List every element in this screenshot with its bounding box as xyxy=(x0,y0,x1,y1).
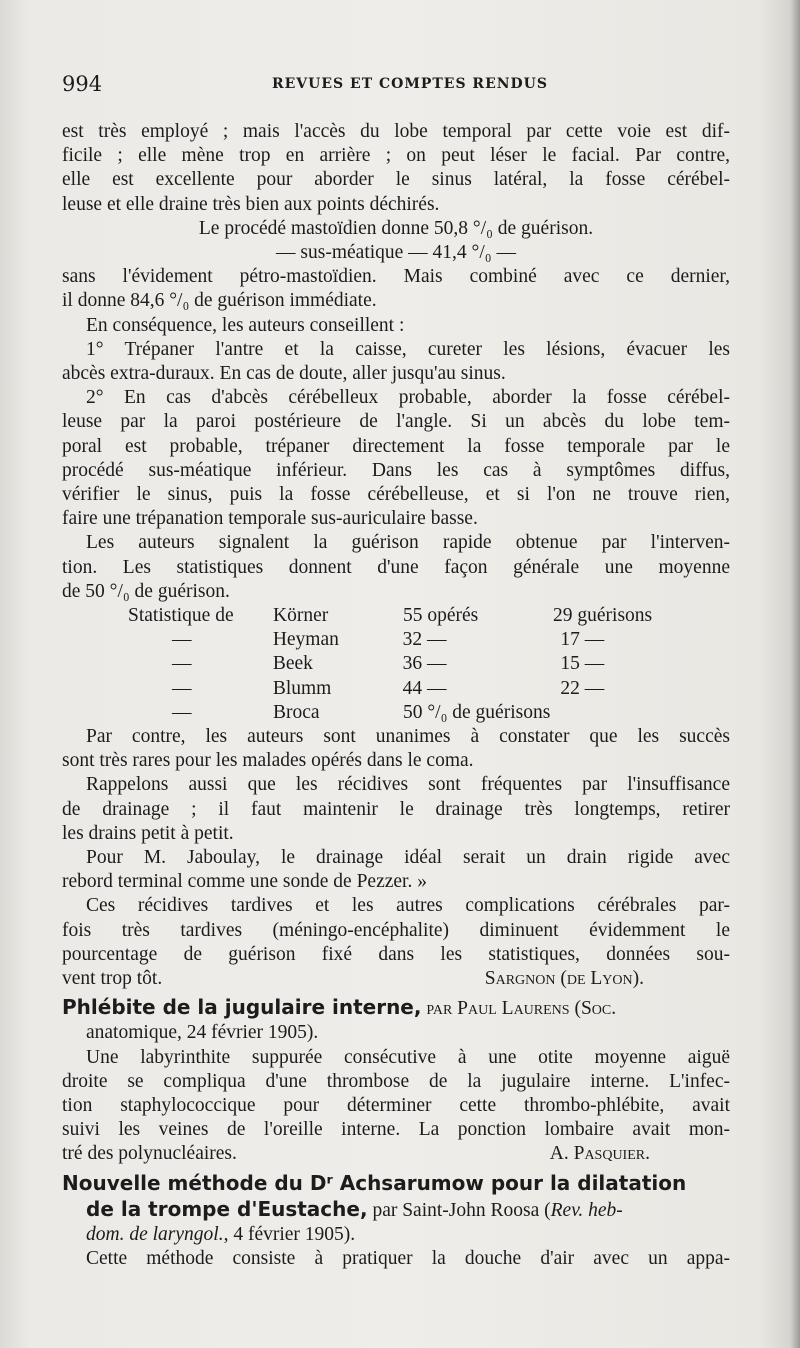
table-cell: Statistique de xyxy=(128,605,234,627)
table-cell: 15 — xyxy=(560,653,605,675)
text-line: rebord terminal comme une sonde de Pezzer. » xyxy=(62,871,427,893)
signature-line xyxy=(62,967,730,991)
article-author: par Saint-John Roosa ( xyxy=(367,1199,551,1221)
text-line: fois très tardives (méningo-encéphalite) diminuent évidemment le xyxy=(62,919,730,941)
text-line: vérifier le sinus, puis la fosse cérébelleuse, et si l'on ne trouve rien, xyxy=(62,484,730,506)
text-line: Les auteurs signalent la guérison rapide obtenue par l'interven- xyxy=(86,532,730,554)
author-signature: A. Pasquier. xyxy=(549,1143,650,1165)
text-line: ficile ; elle mène trop en arrière ; on peut léser le facial. Par contre, xyxy=(62,145,730,167)
article-phlebite xyxy=(62,995,730,1166)
text-line: pourcentage de guérison fixé dans les statistiques, données sou- xyxy=(62,943,730,965)
text-line: leuse et elle draine très bien aux points déchirés. xyxy=(62,193,440,215)
table-row xyxy=(128,652,730,676)
table-cell: 50 °/₀ de guérisons xyxy=(403,701,551,723)
paragraph xyxy=(62,773,730,846)
table-cell: — xyxy=(172,653,192,675)
text-line: sont très rares pour les malades opérés dans le coma. xyxy=(62,750,474,772)
table-row xyxy=(128,677,730,701)
page-spine-shadow xyxy=(790,0,800,1348)
table-cell: 29 guérisons xyxy=(553,605,653,627)
text-line: 1° Trépaner l'antre et la caisse, cureter les lésions, évacuer les xyxy=(86,338,730,360)
table-cell: — xyxy=(172,629,192,651)
table-cell: Beek xyxy=(272,653,313,675)
text-line: les drains petit à petit. xyxy=(62,822,234,844)
text-line: poral est probable, trépaner directement la fosse temporale par le xyxy=(62,435,730,457)
article-source: anatomique, 24 février 1905). xyxy=(86,1022,319,1044)
table-cell: — xyxy=(172,701,192,723)
text-line: procédé sus-méatique inférieur. Dans les cas à symptômes diffus, xyxy=(62,459,730,481)
signature-line xyxy=(62,1142,730,1166)
text-line: 2° En cas d'abcès cérébelleux probable, aborder la fosse cérébel- xyxy=(86,387,730,409)
text-line: En conséquence, les auteurs conseillent : xyxy=(86,314,405,336)
article-title: de la trompe d'Eustache, xyxy=(86,1196,368,1221)
paragraph xyxy=(62,725,730,773)
text-line: Rappelons aussi que les récidives sont fréquentes par l'insuffisance xyxy=(86,774,730,796)
text-line: faire une trépanation temporale sus-auriculaire basse. xyxy=(62,508,478,530)
paragraph xyxy=(62,265,730,313)
text-line: de drainage ; il faut maintenir le drainage très longtemps, retirer xyxy=(62,798,730,820)
text-line: elle est excellente pour aborder le sinus latéral, la fosse cérébel- xyxy=(62,169,730,191)
text-line: de 50 °/₀ de guérison. xyxy=(62,580,230,602)
table-cell: 55 opérés xyxy=(403,605,479,627)
paragraph xyxy=(62,386,730,531)
table-cell: Körner xyxy=(273,605,329,627)
statistics-table xyxy=(62,604,730,725)
article-achsarumow xyxy=(62,1171,730,1272)
paragraph xyxy=(62,120,730,217)
text-line: il donne 84,6 °/₀ de guérison immédiate. xyxy=(62,290,377,312)
page-body xyxy=(62,120,730,1271)
article-date: , 4 février 1905). xyxy=(223,1224,356,1246)
table-cell: Broca xyxy=(273,701,320,723)
table-row xyxy=(128,604,730,628)
article-heading xyxy=(62,1171,730,1197)
text-line: abcès extra-duraux. En cas de doute, aller jusqu'au sinus. xyxy=(62,363,506,385)
text-line: tré des polynucléaires. xyxy=(62,1143,237,1165)
article-heading xyxy=(62,995,730,1021)
article-title: Nouvelle méthode du Dʳ Achsarumow pour la dilatation xyxy=(62,1170,687,1195)
text-line: tion. Les statistiques donnent d'une façon générale une moyenne xyxy=(62,556,730,578)
table-cell: 36 — xyxy=(402,653,447,675)
table-cell: Blumm xyxy=(272,677,332,699)
text-line: Par contre, les auteurs sont unanimes à constater que les succès xyxy=(86,726,730,747)
paragraph xyxy=(62,894,730,967)
table-row xyxy=(128,628,730,652)
table-row xyxy=(128,701,730,725)
text-line: sans l'évidement pétro-mastoïdien. Mais combiné avec ce dernier, xyxy=(62,266,730,288)
article-heading xyxy=(62,1197,730,1223)
text-line: vent trop tôt. xyxy=(62,968,163,990)
table-cell: 32 — xyxy=(402,629,447,651)
paragraph xyxy=(62,338,730,386)
paragraph xyxy=(62,531,730,604)
page-header xyxy=(62,72,732,102)
text-line: suivi les veines de l'oreille interne. La ponction lombaire avait mon- xyxy=(62,1119,730,1141)
author-signature: Sargnon (de Lyon). xyxy=(484,968,644,990)
paragraph xyxy=(62,314,730,338)
result-line: Le procédé mastoïdien donne 50,8 °/₀ de guérison. xyxy=(198,217,594,239)
paragraph xyxy=(62,1046,730,1143)
text-line: Une labyrinthite suppurée consécutive à une otite moyenne aiguë xyxy=(86,1046,730,1068)
paragraph xyxy=(62,846,730,894)
text-line: leuse par la paroi postérieure de l'angle. Si un abcès du lobe tem- xyxy=(62,411,730,433)
article-source xyxy=(62,1223,730,1247)
journal-name: Rev. heb- xyxy=(550,1199,623,1221)
result-line: — sus-méatique — 41,4 °/₀ — xyxy=(276,242,516,264)
results-block xyxy=(62,217,730,265)
text-line: tion staphylococcique pour déterminer cette thrombo-phlébite, avait xyxy=(62,1095,730,1117)
text-line: Cette méthode consiste à pratiquer la douche d'air avec un appa- xyxy=(86,1248,730,1270)
text-line: est très employé ; mais l'accès du lobe temporal par cette voie est dif- xyxy=(62,121,730,142)
paragraph xyxy=(62,1247,730,1271)
table-cell: 17 — xyxy=(560,629,605,651)
article-author: par Paul Laurens (Soc. xyxy=(421,998,617,1020)
article-title: Phlébite de la jugulaire interne, xyxy=(62,995,422,1020)
table-cell: — xyxy=(172,677,192,699)
running-head: REVUES ET COMPTES RENDUS xyxy=(272,76,548,92)
table-cell: 22 — xyxy=(560,677,605,699)
text-line: Pour M. Jaboulay, le drainage idéal serait un drain rigide avec xyxy=(86,847,730,869)
text-line: droite se compliqua d'une thrombose de la jugulaire interne. L'infec- xyxy=(62,1070,730,1092)
table-cell: 44 — xyxy=(402,677,447,699)
text-line: Ces récidives tardives et les autres complications cérébrales par- xyxy=(86,895,730,917)
table-cell: Heyman xyxy=(272,629,339,651)
journal-name: dom. de laryngol. xyxy=(86,1224,224,1246)
page-number: 994 xyxy=(62,72,103,96)
